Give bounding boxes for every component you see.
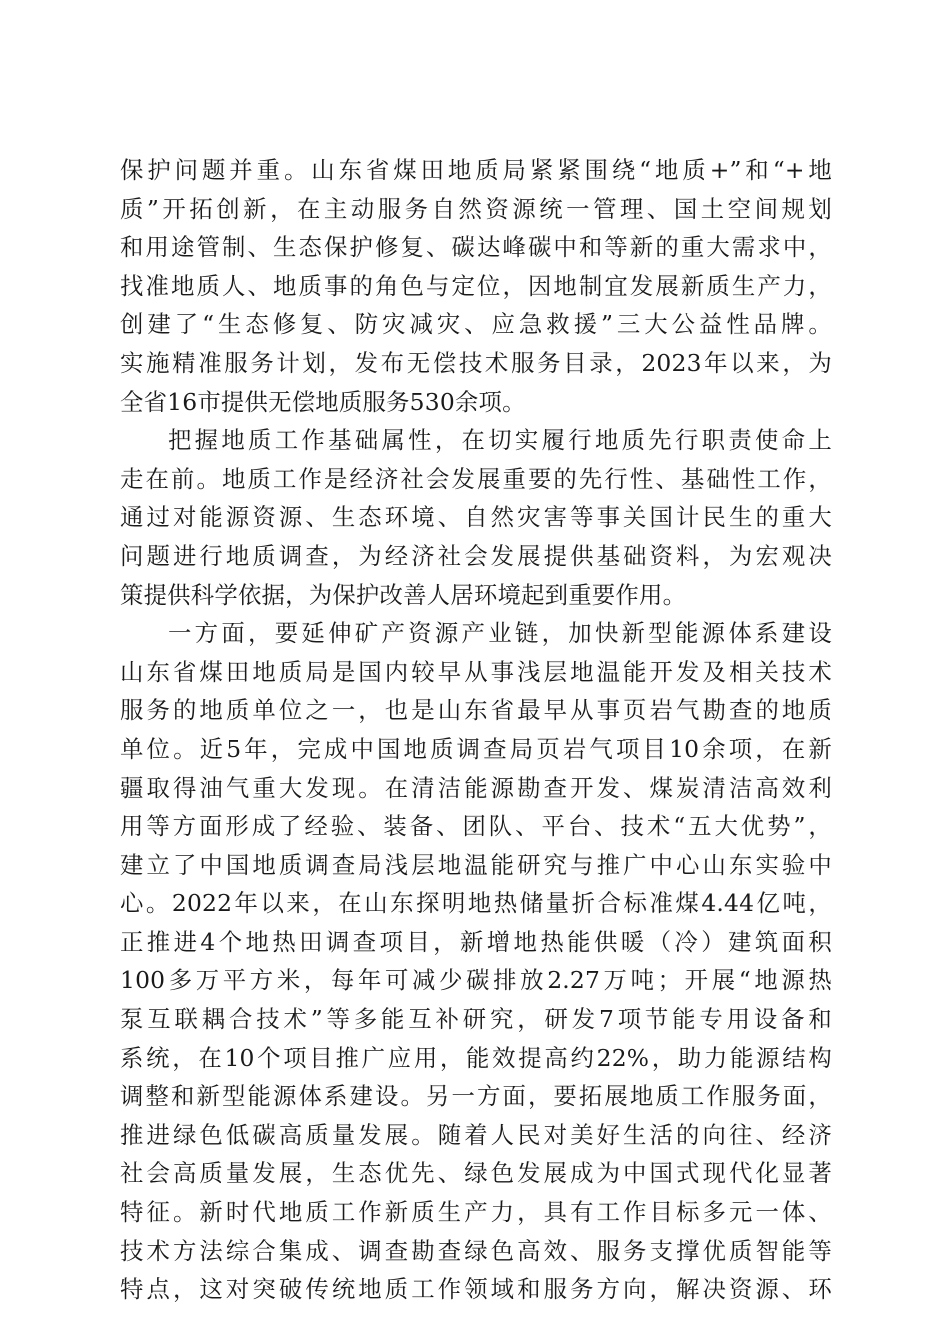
text-line: 一方面，要延伸矿产资源产业链，加快新型能源体系建设 xyxy=(168,619,832,648)
text-line: 单位。近5年，完成中国地质调查局页岩气项目10余项，在新 xyxy=(120,734,832,763)
text-line: 系统，在10个项目推广应用，能效提高约22%，助力能源结构 xyxy=(120,1043,832,1072)
text-line: 特点，这对突破传统地质工作领域和服务方向，解决资源、环 xyxy=(120,1275,832,1304)
text-line: 调整和新型能源体系建设。另一方面，要拓展地质工作服务面， xyxy=(120,1082,832,1111)
text-line: 保护问题并重。山东省煤田地质局紧紧围绕“地质+”和“+地 xyxy=(120,156,832,184)
text-line: 技术方法综合集成、调查勘查绿色高效、服务支撑优质智能等 xyxy=(120,1236,832,1265)
text-line: 建立了中国地质调查局浅层地温能研究与推广中心山东实验中 xyxy=(120,850,832,879)
text-line: 山东省煤田地质局是国内较早从事浅层地温能开发及相关技术 xyxy=(120,657,832,686)
text-line: 推进绿色低碳高质量发展。随着人民对美好生活的向往、经济 xyxy=(120,1120,832,1149)
paragraph xyxy=(120,421,832,614)
paragraph xyxy=(120,151,832,421)
text-line: 用等方面形成了经验、装备、团队、平台、技术“五大优势”， xyxy=(120,812,832,841)
text-line: 疆取得油气重大发现。在清洁能源勘查开发、煤炭清洁高效利 xyxy=(120,773,832,802)
text-line: 全省16市提供无偿地质服务530余项。 xyxy=(120,387,526,416)
text-line: 策提供科学依据，为保护改善人居环境起到重要作用。 xyxy=(120,580,687,609)
text-line: 创建了“生态修复、防灾减灾、应急救援”三大公益性品牌。 xyxy=(120,310,832,339)
text-line: 正推进4个地热田调查项目，新增地热能供暖（冷）建筑面积 xyxy=(120,927,832,956)
text-line: 特征。新时代地质工作新质生产力，具有工作目标多元一体、 xyxy=(120,1198,832,1227)
text-line: 问题进行地质调查，为经济社会发展提供基础资料，为宏观决 xyxy=(120,541,832,570)
text-line: 质”开拓创新，在主动服务自然资源统一管理、国土空间规划 xyxy=(120,194,832,223)
text-line: 社会高质量发展，生态优先、绿色发展成为中国式现代化显著 xyxy=(120,1159,832,1188)
paragraph xyxy=(120,614,832,1309)
text-line: 心。2022年以来，在山东探明地热储量折合标准煤4.44亿吨， xyxy=(120,889,832,918)
text-line: 泵互联耦合技术”等多能互补研究，研发7项节能专用设备和 xyxy=(120,1005,832,1034)
body-text xyxy=(120,151,832,1309)
text-line: 和用途管制、生态保护修复、碳达峰碳中和等新的重大需求中， xyxy=(120,233,832,262)
text-line: 通过对能源资源、生态环境、自然灾害等事关国计民生的重大 xyxy=(120,503,832,532)
text-line: 服务的地质单位之一，也是山东省最早从事页岩气勘查的地质 xyxy=(120,696,832,725)
text-line: 走在前。地质工作是经济社会发展重要的先行性、基础性工作， xyxy=(120,464,832,493)
text-line: 把握地质工作基础属性，在切实履行地质先行职责使命上 xyxy=(168,426,832,455)
text-line: 找准地质人、地质事的角色与定位，因地制宜发展新质生产力， xyxy=(120,271,832,300)
text-line: 实施精准服务计划，发布无偿技术服务目录，2023年以来，为 xyxy=(120,348,832,377)
text-line: 100多万平方米，每年可减少碳排放2.27万吨；开展“地源热 xyxy=(120,966,832,995)
